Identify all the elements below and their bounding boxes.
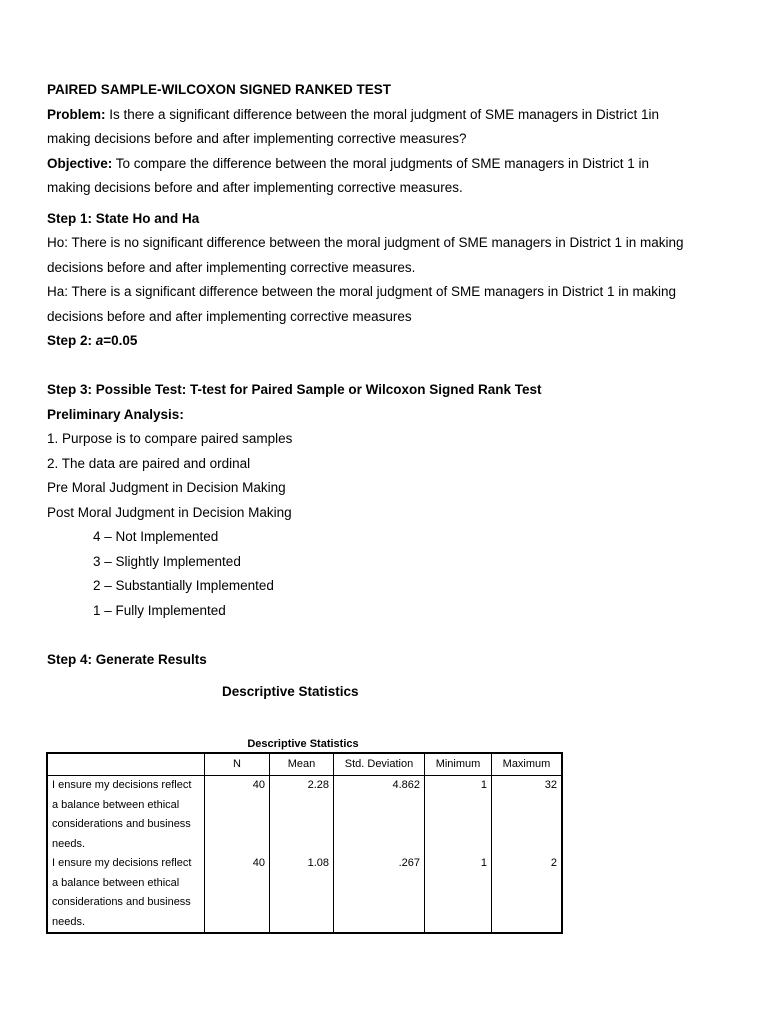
prelim-item-1: 1. Purpose is to compare paired samples — [47, 431, 293, 446]
ha-line-1: Ha: There is a significant difference between the moral judgment of SME managers in District 1 in making — [47, 284, 677, 299]
ha-line-2: decisions before and after implementing corrective measures — [47, 308, 412, 324]
problem-label: Problem: — [47, 106, 106, 122]
objective-line-2: making decisions before and after implementing corrective measures. — [47, 180, 463, 195]
ho-line-1: Ho: There is no significant difference between the moral judgment of SME managers in District 1 in making — [47, 235, 684, 250]
problem-line-1 — [47, 103, 727, 128]
cell-n: 40 — [205, 854, 270, 933]
header-std-deviation: Std. Deviation — [334, 753, 425, 776]
cell-mean: 1.08 — [270, 854, 334, 933]
objective-text: To compare the difference between the moral judgments of SME managers in District 1 in — [112, 155, 650, 171]
table-row — [47, 854, 562, 933]
ho-line-2: decisions before and after implementing corrective measures. — [47, 259, 416, 275]
header-minimum: Minimum — [425, 753, 492, 776]
row-label: I ensure my decisions reflect a balance between ethical considerations and business needs. — [47, 776, 205, 855]
scale-item-2: 2 – Substantially Implemented — [93, 578, 274, 593]
step1-heading: Step 1: State Ho and Ha — [47, 210, 200, 226]
preliminary-analysis-heading: Preliminary Analysis: — [47, 406, 184, 422]
prelim-item-2: 2. The data are paired and ordinal — [47, 455, 251, 471]
alpha-value: =0.05 — [103, 333, 138, 348]
document-body — [47, 78, 727, 672]
objective-label: Objective: — [47, 155, 113, 171]
step3-heading: Step 3: Possible Test: T-test for Paired Sample or Wilcoxon Signed Rank Test — [47, 382, 542, 397]
scale-item-1: 1 – Fully Implemented — [93, 602, 226, 618]
cell-mean: 2.28 — [270, 776, 334, 855]
descriptive-statistics-table — [46, 752, 563, 934]
pre-variable: Pre Moral Judgment in Decision Making — [47, 480, 286, 495]
cell-maximum: 2 — [492, 854, 563, 933]
cell-n: 40 — [205, 776, 270, 855]
header-n: N — [205, 753, 270, 776]
row-label: I ensure my decisions reflect a balance between ethical considerations and business needs. — [47, 854, 205, 933]
cell-minimum: 1 — [425, 776, 492, 855]
cell-std-deviation: .267 — [334, 854, 425, 933]
table-header-row — [47, 753, 562, 776]
header-maximum: Maximum — [492, 753, 563, 776]
cell-minimum: 1 — [425, 854, 492, 933]
problem-text: Is there a significant difference between the moral judgment of SME managers in District 1in — [105, 106, 660, 122]
scale-item-4: 4 – Not Implemented — [93, 529, 219, 544]
step2-heading — [47, 329, 727, 354]
document-title: PAIRED SAMPLE-WILCOXON SIGNED RANKED TEST — [47, 82, 392, 97]
cell-maximum: 32 — [492, 776, 563, 855]
scale-item-3: 3 – Slightly Implemented — [93, 553, 241, 569]
table-row — [47, 776, 562, 855]
header-blank — [47, 753, 205, 776]
post-variable: Post Moral Judgment in Decision Making — [47, 504, 292, 520]
alpha-symbol: a — [95, 333, 104, 348]
step2-prefix: Step 2: — [47, 333, 96, 348]
objective-line-1 — [47, 152, 727, 177]
problem-line-2: making decisions before and after implementing corrective measures? — [47, 131, 467, 146]
table-caption: Descriptive Statistics — [247, 738, 359, 750]
step4-heading: Step 4: Generate Results — [47, 651, 207, 667]
descriptive-statistics-title: Descriptive Statistics — [222, 684, 359, 699]
cell-std-deviation: 4.862 — [334, 776, 425, 855]
header-mean: Mean — [270, 753, 334, 776]
